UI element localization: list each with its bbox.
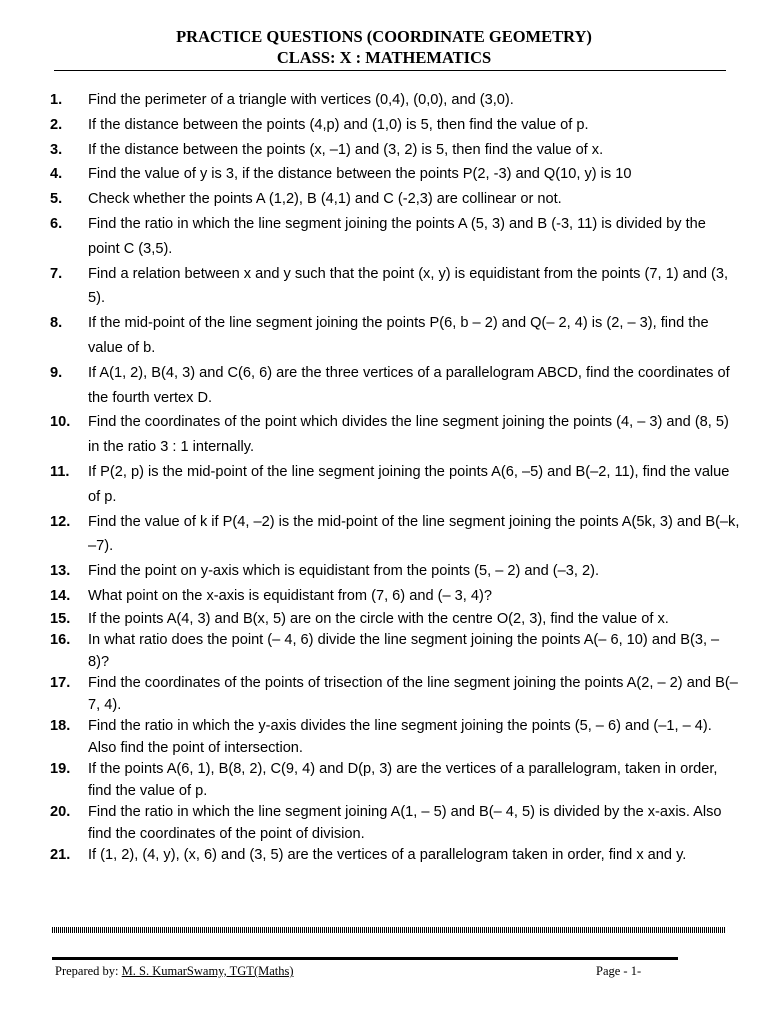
- question-number: 6.: [50, 215, 63, 232]
- question-number: 19.: [50, 761, 71, 778]
- question-text: Find the value of k if P(4, –2) is the mid-point of the line segment joining the points A(5k, 3) and B(–k, –7).: [88, 513, 740, 555]
- question-text: Find the value of y is 3, if the distance between the points P(2, -3) and Q(10, y) is 10: [88, 166, 632, 183]
- header-rule: [54, 70, 726, 71]
- class-subtitle: CLASS: X : MATHEMATICS: [276, 48, 492, 67]
- question-item: [50, 759, 740, 802]
- question-number: 15.: [50, 610, 71, 627]
- question-text: If the distance between the points (4,p) and (1,0) is 5, then find the value of p.: [88, 116, 589, 133]
- question-number: 2.: [50, 116, 63, 133]
- question-number: 5.: [50, 191, 63, 208]
- question-item: [50, 138, 740, 163]
- question-number: 1.: [50, 92, 63, 108]
- question-item: [50, 802, 740, 845]
- question-item: [50, 845, 740, 867]
- question-text: If the points A(6, 1), B(8, 2), C(9, 4) and D(p, 3) are the vertices of a parallelogram, taken in order, find the value of p.: [88, 761, 718, 799]
- question-number: 16.: [50, 632, 71, 649]
- question-number: 20.: [50, 804, 71, 821]
- question-number: 4.: [50, 166, 63, 183]
- question-number: 9.: [50, 364, 63, 381]
- question-text: If the mid-point of the line segment joining the points P(6, b – 2) and Q(– 2, 4) is (2, – 3), find the value of b.: [88, 315, 709, 356]
- question-text: If (1, 2), (4, y), (x, 6) and (3, 5) are the vertices of a parallelogram taken in order, find x and y.: [88, 847, 687, 864]
- question-text: Find the perimeter of a triangle with vertices (0,4), (0,0), and (3,0).: [88, 92, 514, 108]
- question-item: [50, 88, 740, 113]
- question-text: Find the coordinates of the points of trisection of the line segment joining the points A(2, – 2) and B(– 7, 4).: [88, 675, 738, 713]
- question-item: [50, 212, 740, 262]
- question-text: In what ratio does the point (– 4, 6) divide the line segment joining the points A(– 6, 10) and B(3, – 8)?: [88, 632, 720, 670]
- footer-rule: [52, 957, 678, 960]
- question-number: 13.: [50, 563, 71, 580]
- question-item: [50, 510, 740, 560]
- question-item: [50, 162, 740, 187]
- question-number: 7.: [50, 265, 63, 282]
- question-number: 21.: [50, 847, 71, 864]
- question-number: 18.: [50, 718, 71, 735]
- question-item: [50, 311, 740, 361]
- question-item: [50, 113, 740, 138]
- question-text: Check whether the points A (1,2), B (4,1) and C (-2,3) are collinear or not.: [88, 191, 562, 208]
- question-number: 12.: [50, 513, 71, 530]
- question-item: [50, 609, 740, 631]
- question-text: If the points A(4, 3) and B(x, 5) are on the circle with the centre O(2, 3), find the value of x.: [88, 610, 669, 627]
- dotted-divider: [52, 927, 726, 933]
- question-number: 3.: [50, 141, 63, 158]
- document-header: [0, 26, 768, 68]
- question-text: Find a relation between x and y such that the point (x, y) is equidistant from the points (7, 1) and (3, 5).: [88, 265, 729, 307]
- question-list: [50, 88, 740, 867]
- question-number: 8.: [50, 315, 63, 332]
- question-item: [50, 361, 740, 411]
- question-item: [50, 559, 740, 584]
- page-title: PRACTICE QUESTIONS (COORDINATE GEOMETRY): [176, 27, 592, 46]
- question-text: Find the ratio in which the y-axis divides the line segment joining the points (5, – 6) and (–1, – 4). Also find the point of intersection.: [88, 718, 712, 756]
- prepared-by-label: Prepared by:: [55, 964, 119, 978]
- question-item: [50, 716, 740, 759]
- question-text: Find the coordinates of the point which divides the line segment joining the points (4, – 3) and (8, 5) in the ratio 3 : 1 internally.: [88, 414, 729, 456]
- page-number: Page - 1-: [596, 964, 642, 978]
- question-number: 11.: [50, 463, 70, 480]
- question-item: [50, 584, 740, 609]
- question-item: [50, 262, 740, 312]
- question-text: Find the ratio in which the line segment joining the points A (5, 3) and B (-3, 11) is divided by the point C (3,5).: [88, 215, 706, 257]
- question-text: What point on the x-axis is equidistant from (7, 6) and (– 3, 4)?: [88, 587, 492, 604]
- question-text: If P(2, p) is the mid-point of the line segment joining the points A(6, –5) and B(–2, 11), find the value of p.: [88, 463, 730, 505]
- question-text: If A(1, 2), B(4, 3) and C(6, 6) are the three vertices of a parallelogram ABCD, find the coordinates of the fourth vertex D.: [88, 364, 730, 406]
- footer-credit: [55, 964, 294, 979]
- question-item: [50, 460, 740, 510]
- author-name: M. S. KumarSwamy, TGT(Maths): [121, 964, 294, 978]
- question-number: 14.: [50, 587, 71, 604]
- question-item: [50, 187, 740, 212]
- question-item: [50, 630, 740, 673]
- question-item: [50, 410, 740, 460]
- question-text: Find the point on y-axis which is equidistant from the points (5, – 2) and (–3, 2).: [88, 563, 600, 580]
- question-number: 10.: [50, 414, 71, 431]
- question-item: [50, 673, 740, 716]
- question-text: If the distance between the points (x, –1) and (3, 2) is 5, then find the value of x.: [88, 141, 604, 158]
- question-number: 17.: [50, 675, 71, 692]
- question-text: Find the ratio in which the line segment joining A(1, – 5) and B(– 4, 5) is divided by the x-axis. Also find the coordinates of the point of division.: [88, 804, 722, 842]
